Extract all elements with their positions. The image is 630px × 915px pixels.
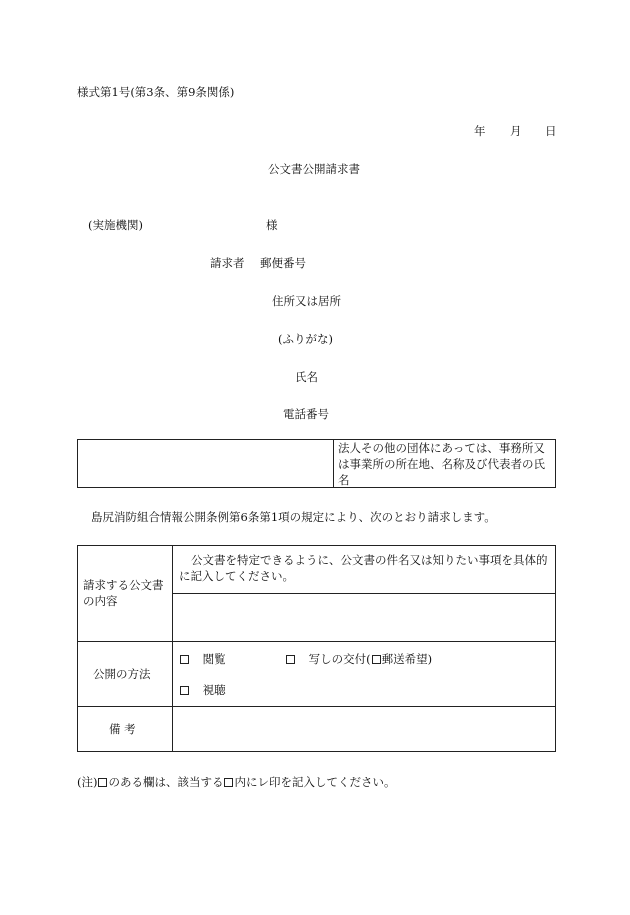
copy-checkbox[interactable] xyxy=(286,655,295,664)
furigana-label: (ふりがな) xyxy=(278,332,333,346)
footnote-prefix: (注) xyxy=(77,775,98,789)
method-row-bottom xyxy=(77,706,556,707)
requester-label: 請求者 xyxy=(210,256,245,270)
method-label: 公開の方法 xyxy=(93,667,151,681)
postal-code-label: 郵便番号 xyxy=(260,256,306,270)
address-label: 住所又は居所 xyxy=(272,294,341,308)
table-column-divider xyxy=(172,545,173,752)
mail-label: 郵送希望 xyxy=(381,652,428,666)
date-day-label: 日 xyxy=(545,124,557,138)
view-label: 閲覧 xyxy=(202,652,226,666)
date-year-label: 年 xyxy=(474,124,486,138)
content-label: 請求する公文書の内容 xyxy=(83,578,164,608)
footnote-checkbox-symbol xyxy=(98,778,107,787)
date-month-label: 月 xyxy=(510,124,522,138)
request-statement: 島尻消防組合情報公開条例第6条第1項の規定により、次のとおり請求します。 xyxy=(91,510,496,524)
footnote xyxy=(77,775,395,789)
remarks-label: 備 考 xyxy=(109,722,136,736)
name-label: 氏名 xyxy=(295,370,318,384)
watch-checkbox[interactable] xyxy=(180,686,189,695)
mail-checkbox[interactable] xyxy=(372,655,381,664)
footnote-checkbox-symbol-2 xyxy=(224,778,233,787)
copy-label-suffix: ) xyxy=(427,652,433,666)
method-option-copy[interactable] xyxy=(286,652,432,666)
view-checkbox[interactable] xyxy=(180,655,189,664)
content-row-bottom xyxy=(77,641,556,642)
phone-label: 電話番号 xyxy=(283,407,329,421)
copy-label-prefix: 写しの交付( xyxy=(308,652,371,666)
method-option-view[interactable] xyxy=(180,652,226,666)
addressee-honorific: 様 xyxy=(266,218,278,232)
footnote-text-2: 内にレ印を記入してください。 xyxy=(234,775,396,789)
watch-label: 視聴 xyxy=(202,683,226,697)
corporation-note: 法人その他の団体にあっては、事務所又は事業所の所在地、名称及び代表者の氏名 xyxy=(338,441,545,487)
form-id: 様式第1号(第3条、第9条関係) xyxy=(77,85,235,99)
document-title: 公文書公開請求書 xyxy=(268,162,360,176)
content-instruction: 公文書を特定できるように、公文書の件名又は知りたい事項を具体的に記入してください。 xyxy=(179,553,548,583)
footnote-text-1: のある欄は、該当する xyxy=(108,775,224,789)
addressee-org: (実施機関) xyxy=(88,218,143,232)
corporation-divider xyxy=(333,439,334,488)
method-option-watch[interactable] xyxy=(180,683,226,697)
content-instruction-divider xyxy=(172,593,556,594)
